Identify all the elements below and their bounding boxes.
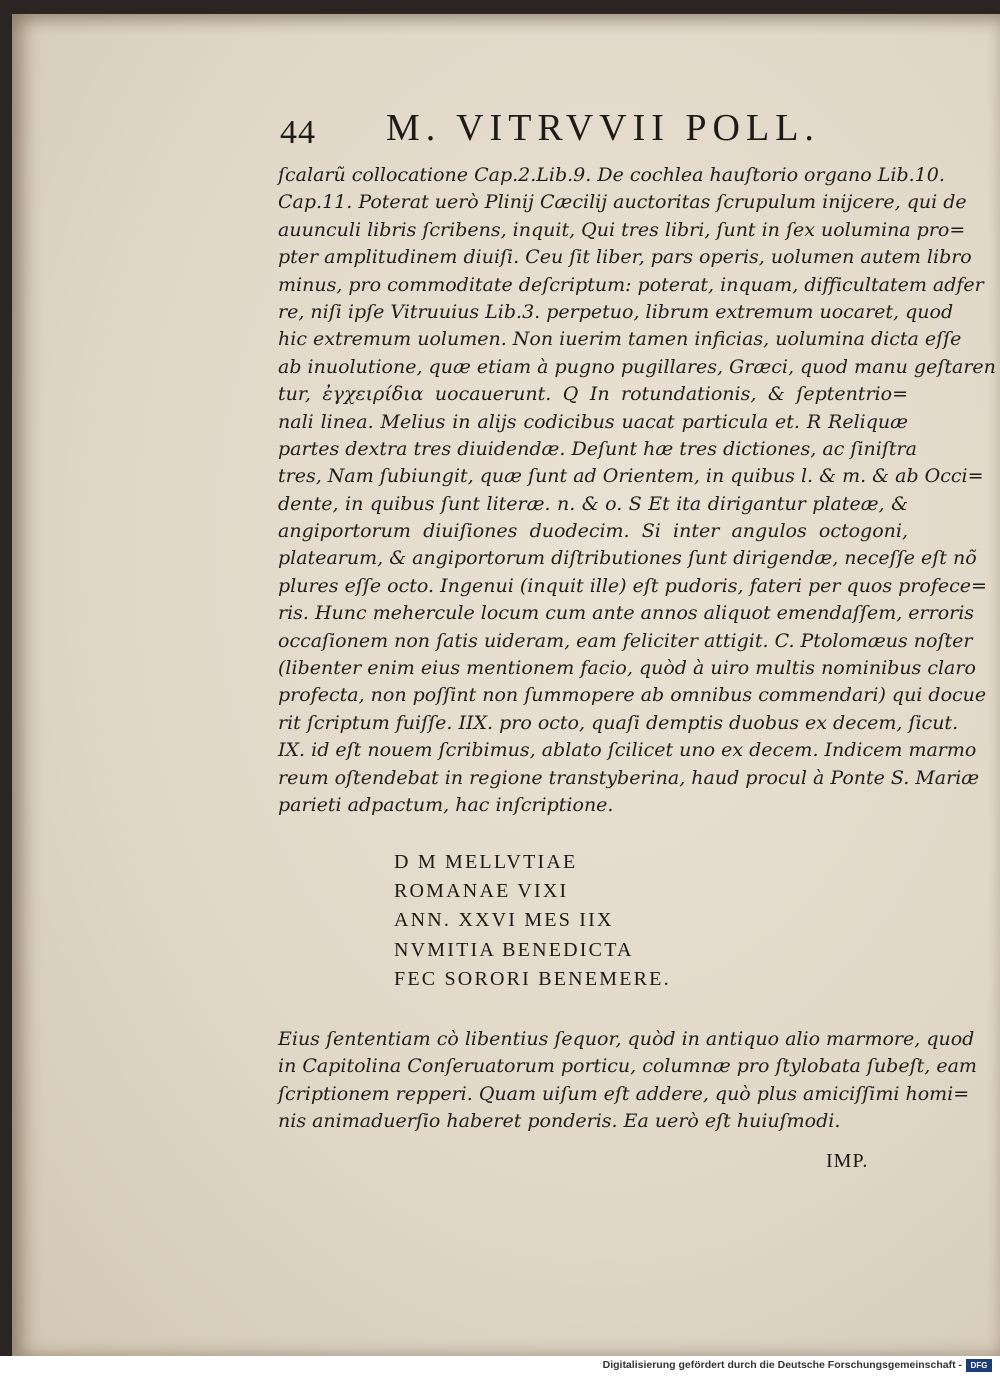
text-line: partes dextra tres diuidendæ. Deſunt hæ tres dictiones, ac ſiniſtra: [278, 437, 917, 460]
text-line: Eius ſententiam cò libentius ſequor, quòd in antiquo alio marmore, quod: [278, 1028, 975, 1050]
text-line: in Capitolina Conſeruatorum porticu, columnæ pro ſtylobata ſubeſt, eam: [278, 1055, 977, 1078]
text-line: dente, in quibus ſunt literæ. n. & o. S Et ita dirigantur plateæ, &: [278, 492, 908, 515]
inscription-line: FEC SORORI BENEMERE.: [394, 967, 671, 990]
text-line: nis animaduerſio haberet ponderis. Ea uerò eſt huiuſmodi.: [278, 1110, 841, 1133]
text-line: ſcriptionem repperi. Quam uiſum eſt addere, quò plus amiciſſimi homi=: [278, 1082, 970, 1105]
text-line: rit ſcriptum fuiſſe. IIX. pro octo, quaſi demptis duobus ex decem, ſicut.: [278, 711, 959, 734]
text-line: Cap.11. Poterat uerò Plinij Cæcilij auctoritas ſcrupulum inijcere, qui de: [278, 191, 967, 214]
book-page: [12, 14, 1000, 1356]
text-line: plures eſſe octo. Ingenui (inquit ille) eſt pudoris, fateri per quos profece=: [278, 574, 987, 597]
text-line: hic extremum uolumen. Non iuerim tamen inficias, uolumina dicta eſſe: [278, 328, 962, 351]
text-line: nali linea. Melius in alijs codicibus uacat particula et. R Reliquæ: [278, 410, 908, 433]
text-line: tres, Nam ſubiungit, quæ ſunt ad Orientem, in quibus l. & m. & ab Occi=: [278, 465, 984, 488]
text-line: ſcalarũ collocatione Cap.2.Lib.9. De cochlea hauſtorio organo Lib.10.: [278, 164, 945, 186]
text-line: re, niſi ipſe Vitruuius Lib.3. perpetuo, librum extremum uocaret, quod: [278, 300, 954, 323]
inscription-line: ROMANAE VIXI: [394, 880, 569, 903]
inscription-line: D M MELLVTIAE: [394, 851, 578, 873]
inscription-line: ANN. XXVI MES IIX: [394, 909, 614, 932]
text-line: occaſionem non ſatis uideram, eam feliciter attigit. C. Ptolomæus noſter: [278, 629, 973, 652]
text-line: (libenter enim eius mentionem facio, quòd à uiro multis nominibus claro: [278, 657, 976, 680]
text-line: ris. Hunc mehercule locum cum ante annos aliquot emendaſſem, erroris: [278, 602, 975, 625]
text-line: reum oſtendebat in regione transtyberina, haud procul à Ponte S. Mariæ: [278, 766, 980, 789]
text-line: ab inuolutione, quæ etiam à pugno pugillares, Græci, quod manu geſtaren: [278, 355, 996, 378]
text-line: pter amplitudinem diuiſi. Ceu ſit liber, pars operis, uolumen autem libro: [278, 246, 972, 269]
catchword: IMP.: [826, 1150, 869, 1172]
epitaph-inscription: [394, 848, 671, 994]
inscription-line: NVMITIA BENEDICTA: [394, 938, 634, 961]
text-line: parieti adpactum, hac inſcriptione.: [278, 793, 614, 816]
text-line: auunculi libris ſcribens, inquit, Qui tres libri, ſunt in ſex uolumina pro=: [278, 218, 966, 241]
digitization-footer: [0, 1356, 1000, 1376]
text-line: tur, ἐγχειρίδια uocauerunt. Q In rotundationis, & ſeptentrio=: [278, 383, 908, 406]
page-number: 44: [280, 114, 316, 151]
body-text-continued: [278, 1026, 977, 1136]
text-line: angiportorum diuiſiones duodecim. Si inter angulos octogoni,: [278, 520, 908, 543]
text-line: minus, pro commoditate deſcriptum: poterat, inquam, difficultatem adfer: [278, 273, 984, 296]
dfg-logo: DFG: [966, 1359, 992, 1372]
text-line: platearum, & angiportorum diſtributiones ſunt dirigendæ, neceſſe eſt nõ: [278, 547, 977, 570]
text-line: profecta, non poſſint non ſummopere ab omnibus commendari) qui docue: [278, 684, 987, 707]
running-title: M. VITRVVII POLL.: [386, 107, 820, 149]
text-line: IX. id eſt nouem ſcribimus, ablato ſcilicet uno ex decem. Indicem marmo: [278, 739, 977, 762]
funding-credit: Digitalisierung gefördert durch die Deutsche Forschungsgemeinschaft -: [602, 1359, 962, 1371]
body-text: [278, 162, 996, 819]
